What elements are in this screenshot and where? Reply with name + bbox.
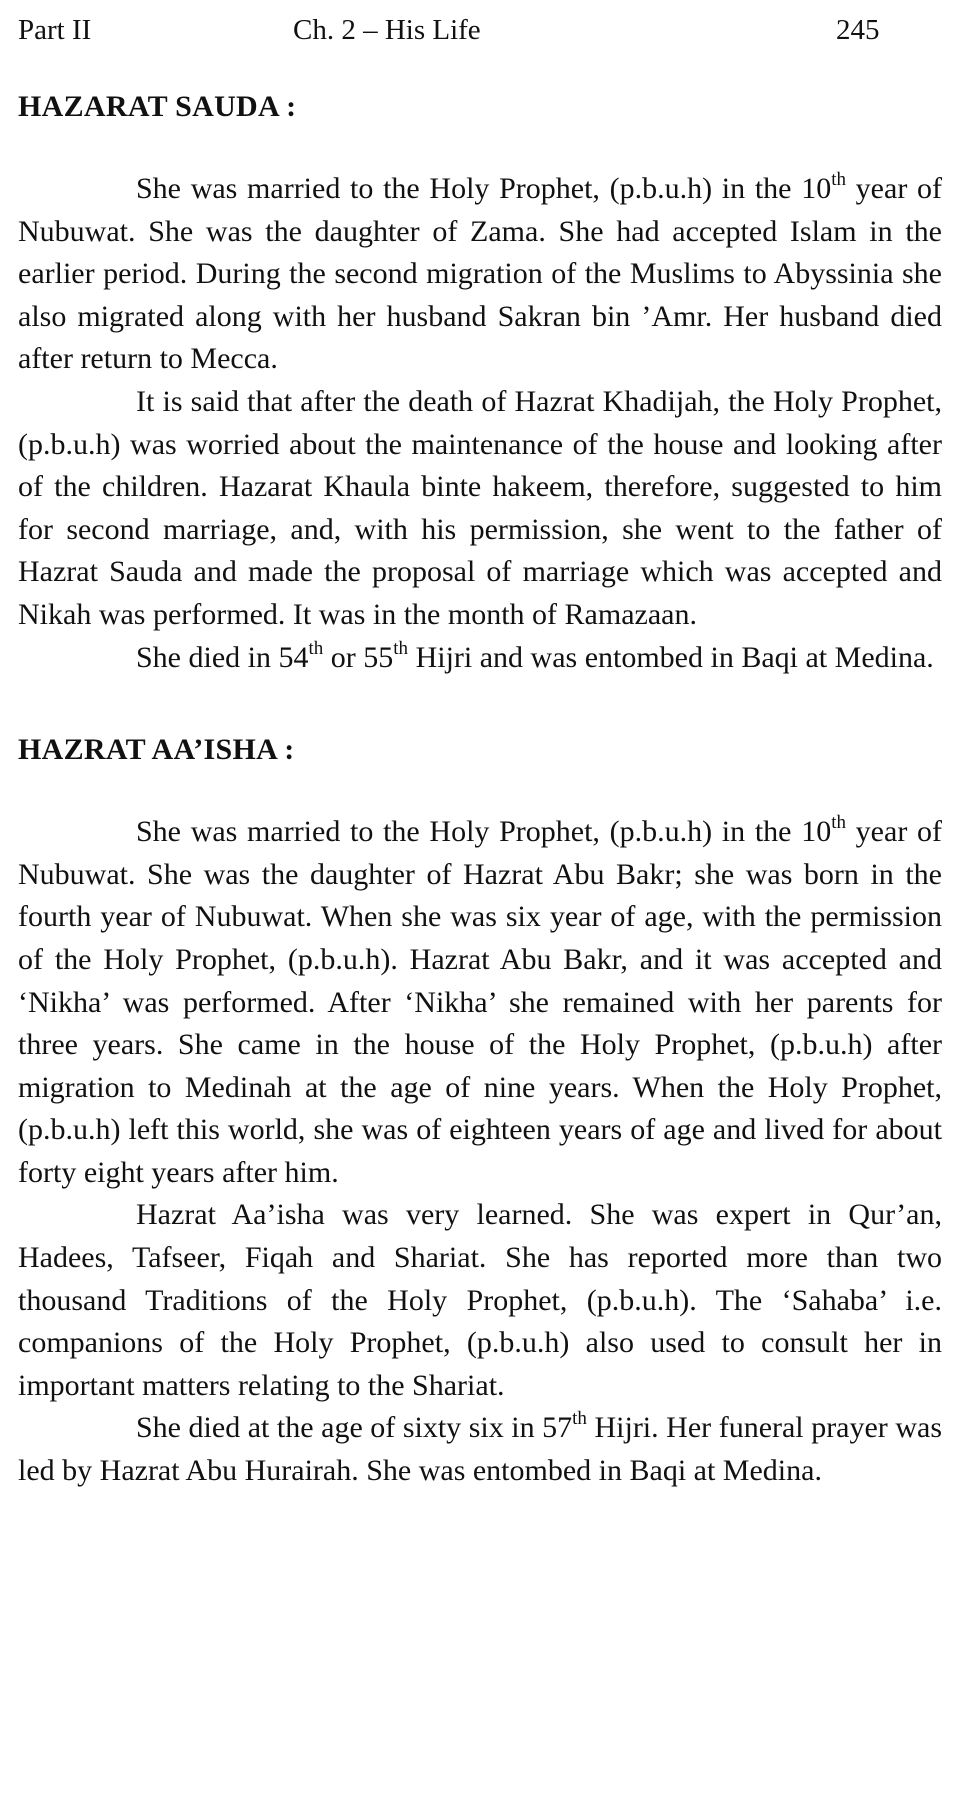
text-run: year of Nubuwat. She was the daughter of Zama. She had accepted Islam in the earlier period. During the second migration of the Muslims to Abyssinia she also migrated along with her husband Sakran bin ’Amr. Her husband died after return to Mecca. <box>18 172 942 376</box>
text-run: It is said that after the death of Hazrat Khadijah, the Holy Prophet, (p.b.u.h) was worried about the maintenance of the house and looking after of the children. Hazarat Khaula binte hakeem, therefore, suggested to him for second marriage, and, with his permission, she went to the father of Hazrat Sauda and made the proposal of marriage which was accepted and Nikah was performed. It was in the month of Ramazaan. <box>18 384 942 631</box>
ordinal-suffix: th <box>831 812 846 834</box>
text-run: She was married to the Holy Prophet, (p.b.u.h) in the 10 <box>136 815 832 849</box>
paragraph <box>18 168 942 381</box>
section-hazrat-aaisha <box>18 733 942 1493</box>
paragraph <box>18 637 942 680</box>
ordinal-suffix: th <box>308 637 324 659</box>
section-body <box>18 168 942 679</box>
text-run: year of Nubuwat. She was the daughter of Hazrat Abu Bakr; she was born in the fourth year of Nubuwat. When she was six year of age, with the permission of the Holy Prophet, (p.b.u.h). Hazrat Abu Bakr, and it was accepted and ‘Nikha’ was performed. After ‘Nikha’ she remained with her parents for three years. She came in the house of the Holy Prophet, (p.b.u.h) after migration to Medinah at the age of nine years. When the Holy Prophet, (p.b.u.h) left this world, she was of eighteen years of age and lived for about forty eight years after him. <box>18 815 942 1189</box>
paragraph <box>18 811 942 1194</box>
text-run: Hazrat Aa’isha was very learned. She was expert in Qur’an, Hadees, Tafseer, Fiqah and Shariat. She has reported more than two thousand Traditions of the Holy Prophet, (p.b.u.h). The ‘Sahaba’ i.e. companions of the Holy Prophet, (p.b.u.h) also used to consult her in important matters relating to the Shariat. <box>18 1198 942 1402</box>
chapter-title: Ch. 2 – His Life <box>293 14 481 46</box>
ordinal-suffix: th <box>393 637 409 659</box>
section-heading: HAZARAT SAUDA : <box>18 90 297 123</box>
section-heading: HAZRAT AA’ISHA : <box>18 733 295 767</box>
text-run: Hijri. Her funeral prayer was led by Hazrat Abu Hurairah. She was entombed in Baqi at Medina. <box>18 1411 942 1488</box>
page-number: 245 <box>836 14 880 46</box>
text-run: or 55 <box>323 640 394 674</box>
ordinal-suffix: th <box>831 169 846 190</box>
section-hazarat-sauda <box>18 90 942 679</box>
paragraph <box>18 1407 942 1492</box>
text-run: She died at the age of sixty six in 57 <box>136 1411 573 1445</box>
section-body <box>18 811 942 1493</box>
paragraph <box>18 1194 942 1407</box>
running-header <box>18 6 942 54</box>
paragraph <box>18 381 942 637</box>
ordinal-suffix: th <box>572 1408 587 1430</box>
text-run: She was married to the Holy Prophet, (p.b.u.h) in the 10 <box>136 172 832 205</box>
part-label: Part II <box>18 14 92 46</box>
text-run: She died in 54 <box>136 640 309 674</box>
text-run: Hijri and was entombed in Baqi at Medina. <box>408 640 934 674</box>
